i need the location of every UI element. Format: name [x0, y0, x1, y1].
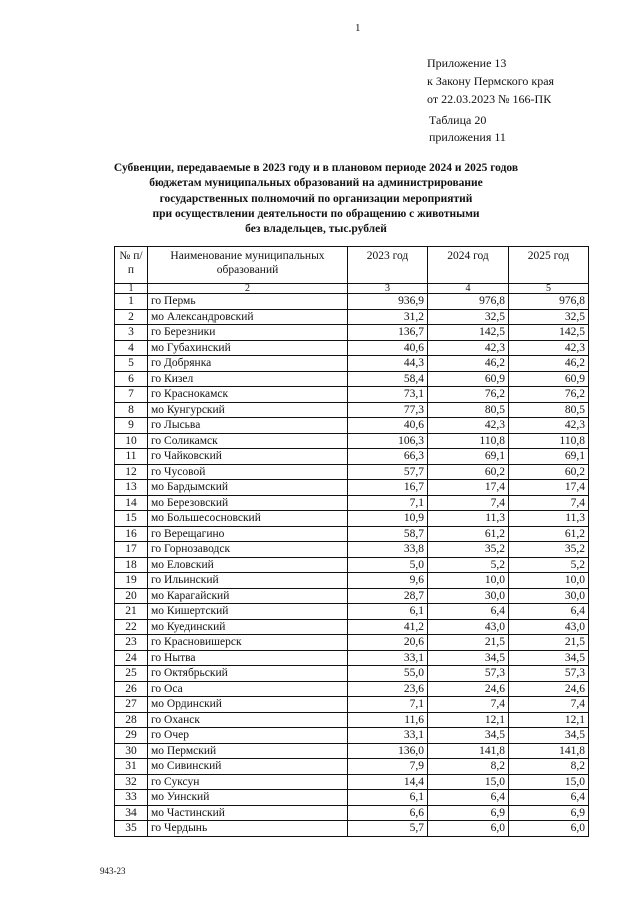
document-title — [96, 161, 536, 237]
value-2023: 41,2 — [348, 619, 428, 635]
table-row — [115, 433, 589, 449]
table-ref-line: приложения 11 — [429, 130, 506, 144]
value-2023: 33,8 — [348, 542, 428, 558]
table-row — [115, 526, 589, 542]
municipality-name: го Чердынь — [148, 821, 348, 837]
value-2024: 7,4 — [428, 495, 509, 511]
row-number: 10 — [115, 433, 148, 449]
value-2025: 8,2 — [509, 759, 589, 775]
municipality-name: мо Губахинский — [148, 340, 348, 356]
value-2025: 46,2 — [509, 356, 589, 372]
municipality-name: го Очер — [148, 728, 348, 744]
municipality-name: го Оса — [148, 681, 348, 697]
value-2024: 57,3 — [428, 666, 509, 682]
row-number: 19 — [115, 573, 148, 589]
value-2024: 24,6 — [428, 681, 509, 697]
value-2024: 69,1 — [428, 449, 509, 465]
municipality-name: го Чайковский — [148, 449, 348, 465]
municipality-name: го Кизел — [148, 371, 348, 387]
row-number: 27 — [115, 697, 148, 713]
value-2023: 16,7 — [348, 480, 428, 496]
municipality-name: го Суксун — [148, 774, 348, 790]
row-number: 16 — [115, 526, 148, 542]
table-row — [115, 464, 589, 480]
value-2023: 20,6 — [348, 635, 428, 651]
value-2024: 80,5 — [428, 402, 509, 418]
value-2025: 34,5 — [509, 650, 589, 666]
column-number: 4 — [428, 284, 509, 294]
municipality-name: го Октябрьский — [148, 666, 348, 682]
title-line: бюджетам муниципальных образований на администрирование — [149, 177, 483, 190]
value-2025: 976,8 — [509, 294, 589, 310]
header-2025: 2025 год — [509, 247, 589, 284]
table-row — [115, 619, 589, 635]
row-number: 9 — [115, 418, 148, 434]
value-2023: 6,1 — [348, 604, 428, 620]
value-2023: 73,1 — [348, 387, 428, 403]
municipality-name: мо Пермский — [148, 743, 348, 759]
value-2023: 66,3 — [348, 449, 428, 465]
value-2024: 976,8 — [428, 294, 509, 310]
appendix-line: Приложение 13 — [427, 56, 507, 70]
value-2024: 42,3 — [428, 418, 509, 434]
value-2025: 17,4 — [509, 480, 589, 496]
value-2024: 30,0 — [428, 588, 509, 604]
municipality-name: мо Бардымский — [148, 480, 348, 496]
table-row — [115, 805, 589, 821]
value-2024: 8,2 — [428, 759, 509, 775]
row-number: 7 — [115, 387, 148, 403]
value-2024: 17,4 — [428, 480, 509, 496]
table-row — [115, 821, 589, 837]
table-row — [115, 666, 589, 682]
row-number: 31 — [115, 759, 148, 775]
value-2024: 60,9 — [428, 371, 509, 387]
municipality-name: го Соликамск — [148, 433, 348, 449]
municipality-name: го Ильинский — [148, 573, 348, 589]
municipality-name: го Лысьва — [148, 418, 348, 434]
value-2025: 42,3 — [509, 340, 589, 356]
municipality-name: го Чусовой — [148, 464, 348, 480]
value-2025: 35,2 — [509, 542, 589, 558]
row-number: 22 — [115, 619, 148, 635]
table-row — [115, 774, 589, 790]
municipality-name: мо Еловский — [148, 557, 348, 573]
table-row — [115, 511, 589, 527]
table-header-row — [115, 247, 589, 284]
value-2023: 58,4 — [348, 371, 428, 387]
value-2023: 40,6 — [348, 418, 428, 434]
table-row — [115, 340, 589, 356]
value-2025: 42,3 — [509, 418, 589, 434]
value-2025: 61,2 — [509, 526, 589, 542]
value-2025: 60,9 — [509, 371, 589, 387]
value-2024: 12,1 — [428, 712, 509, 728]
row-number: 5 — [115, 356, 148, 372]
value-2024: 60,2 — [428, 464, 509, 480]
title-line: Субвенции, передаваемые в 2023 году и в плановом периоде 2024 и 2025 годов — [113, 162, 519, 174]
row-number: 3 — [115, 325, 148, 341]
appendix-line: от 22.03.2023 № 166-ПК — [427, 92, 552, 106]
value-2024: 110,8 — [428, 433, 509, 449]
header-2023: 2023 год — [348, 247, 428, 284]
value-2023: 58,7 — [348, 526, 428, 542]
table-row — [115, 449, 589, 465]
value-2025: 10,0 — [509, 573, 589, 589]
value-2024: 15,0 — [428, 774, 509, 790]
table-row — [115, 743, 589, 759]
municipality-name: мо Сивинский — [148, 759, 348, 775]
table-row — [115, 557, 589, 573]
column-number: 1 — [115, 284, 148, 294]
value-2024: 7,4 — [428, 697, 509, 713]
value-2024: 34,5 — [428, 728, 509, 744]
value-2023: 31,2 — [348, 309, 428, 325]
row-number: 29 — [115, 728, 148, 744]
value-2023: 55,0 — [348, 666, 428, 682]
table-row — [115, 790, 589, 806]
page-number: 1 — [355, 22, 361, 34]
row-number: 13 — [115, 480, 148, 496]
value-2024: 141,8 — [428, 743, 509, 759]
table-row — [115, 356, 589, 372]
value-2025: 12,1 — [509, 712, 589, 728]
municipality-name: мо Кишертский — [148, 604, 348, 620]
row-number: 17 — [115, 542, 148, 558]
row-number: 23 — [115, 635, 148, 651]
value-2025: 7,4 — [509, 495, 589, 511]
table-row — [115, 681, 589, 697]
row-number: 8 — [115, 402, 148, 418]
value-2023: 77,3 — [348, 402, 428, 418]
value-2024: 21,5 — [428, 635, 509, 651]
value-2023: 7,1 — [348, 495, 428, 511]
footer-code: 943-23 — [100, 866, 126, 876]
municipality-name: го Пермь — [148, 294, 348, 310]
title-line: без владельцев, тыс.рублей — [245, 223, 387, 236]
value-2024: 5,2 — [428, 557, 509, 573]
value-2025: 5,2 — [509, 557, 589, 573]
row-number: 14 — [115, 495, 148, 511]
row-number: 33 — [115, 790, 148, 806]
header-2024: 2024 год — [428, 247, 509, 284]
value-2023: 136,0 — [348, 743, 428, 759]
row-number: 30 — [115, 743, 148, 759]
table-row — [115, 635, 589, 651]
municipality-name: мо Березовский — [148, 495, 348, 511]
value-2024: 42,3 — [428, 340, 509, 356]
table-row — [115, 418, 589, 434]
municipality-name: мо Частинский — [148, 805, 348, 821]
value-2024: 34,5 — [428, 650, 509, 666]
value-2023: 6,1 — [348, 790, 428, 806]
value-2025: 34,5 — [509, 728, 589, 744]
value-2024: 6,4 — [428, 790, 509, 806]
value-2025: 30,0 — [509, 588, 589, 604]
value-2024: 32,5 — [428, 309, 509, 325]
value-2024: 10,0 — [428, 573, 509, 589]
row-number: 6 — [115, 371, 148, 387]
municipality-name: мо Александровский — [148, 309, 348, 325]
municipality-name: го Нытва — [148, 650, 348, 666]
value-2023: 11,6 — [348, 712, 428, 728]
row-number: 2 — [115, 309, 148, 325]
value-2024: 6,9 — [428, 805, 509, 821]
row-number: 18 — [115, 557, 148, 573]
municipality-name: го Краснокамск — [148, 387, 348, 403]
municipality-name: мо Кунгурский — [148, 402, 348, 418]
value-2023: 7,1 — [348, 697, 428, 713]
municipality-name: мо Уинский — [148, 790, 348, 806]
value-2025: 141,8 — [509, 743, 589, 759]
title-line: государственных полномочий по организации мероприятий — [159, 192, 473, 205]
value-2023: 936,9 — [348, 294, 428, 310]
value-2025: 110,8 — [509, 433, 589, 449]
row-number: 24 — [115, 650, 148, 666]
value-2024: 46,2 — [428, 356, 509, 372]
value-2025: 69,1 — [509, 449, 589, 465]
value-2025: 21,5 — [509, 635, 589, 651]
municipality-name: мо Ординский — [148, 697, 348, 713]
row-number: 20 — [115, 588, 148, 604]
table-row — [115, 387, 589, 403]
value-2024: 61,2 — [428, 526, 509, 542]
value-2024: 11,3 — [428, 511, 509, 527]
municipality-name: го Березники — [148, 325, 348, 341]
row-number: 15 — [115, 511, 148, 527]
value-2023: 5,7 — [348, 821, 428, 837]
table-row — [115, 573, 589, 589]
row-number: 11 — [115, 449, 148, 465]
municipality-name: мо Куединский — [148, 619, 348, 635]
table-row — [115, 371, 589, 387]
value-2024: 6,0 — [428, 821, 509, 837]
municipality-name: го Красновишерск — [148, 635, 348, 651]
value-2023: 6,6 — [348, 805, 428, 821]
row-number: 12 — [115, 464, 148, 480]
municipality-name: мо Большесосновский — [148, 511, 348, 527]
table-row — [115, 759, 589, 775]
row-number: 25 — [115, 666, 148, 682]
value-2025: 80,5 — [509, 402, 589, 418]
table-row — [115, 402, 589, 418]
value-2023: 7,9 — [348, 759, 428, 775]
table-row — [115, 480, 589, 496]
column-number: 2 — [148, 284, 348, 294]
value-2024: 35,2 — [428, 542, 509, 558]
value-2024: 6,4 — [428, 604, 509, 620]
value-2023: 40,6 — [348, 340, 428, 356]
value-2023: 33,1 — [348, 650, 428, 666]
value-2025: 6,0 — [509, 821, 589, 837]
value-2024: 43,0 — [428, 619, 509, 635]
row-number: 28 — [115, 712, 148, 728]
value-2023: 136,7 — [348, 325, 428, 341]
row-number: 34 — [115, 805, 148, 821]
value-2023: 5,0 — [348, 557, 428, 573]
table-row — [115, 604, 589, 620]
value-2023: 23,6 — [348, 681, 428, 697]
appendix-reference — [427, 54, 554, 108]
row-number: 32 — [115, 774, 148, 790]
table-body — [115, 294, 589, 837]
value-2025: 76,2 — [509, 387, 589, 403]
appendix-line: к Закону Пермского края — [427, 74, 555, 88]
value-2024: 76,2 — [428, 387, 509, 403]
value-2023: 33,1 — [348, 728, 428, 744]
value-2023: 10,9 — [348, 511, 428, 527]
value-2023: 57,7 — [348, 464, 428, 480]
value-2025: 142,5 — [509, 325, 589, 341]
municipality-name: го Верещагино — [148, 526, 348, 542]
table-row — [115, 309, 589, 325]
row-number: 26 — [115, 681, 148, 697]
title-line: при осуществлении деятельности по обращению с животными — [152, 207, 480, 220]
value-2025: 60,2 — [509, 464, 589, 480]
row-number: 4 — [115, 340, 148, 356]
table-row — [115, 728, 589, 744]
value-2025: 24,6 — [509, 681, 589, 697]
value-2023: 14,4 — [348, 774, 428, 790]
municipality-name: го Добрянка — [148, 356, 348, 372]
municipality-name: го Оханск — [148, 712, 348, 728]
table-row — [115, 650, 589, 666]
column-number-row — [115, 284, 589, 294]
value-2025: 6,4 — [509, 604, 589, 620]
table-row — [115, 542, 589, 558]
value-2023: 9,6 — [348, 573, 428, 589]
column-number: 5 — [509, 284, 589, 294]
table-reference — [429, 112, 506, 146]
row-number: 21 — [115, 604, 148, 620]
table-row — [115, 294, 589, 310]
table-row — [115, 588, 589, 604]
value-2025: 57,3 — [509, 666, 589, 682]
table-row — [115, 325, 589, 341]
value-2025: 7,4 — [509, 697, 589, 713]
subsidy-table — [114, 246, 589, 837]
value-2025: 32,5 — [509, 309, 589, 325]
value-2025: 43,0 — [509, 619, 589, 635]
municipality-name: го Горнозаводск — [148, 542, 348, 558]
table-ref-line: Таблица 20 — [429, 113, 487, 127]
table-row — [115, 712, 589, 728]
value-2023: 28,7 — [348, 588, 428, 604]
value-2023: 106,3 — [348, 433, 428, 449]
value-2025: 6,9 — [509, 805, 589, 821]
value-2025: 11,3 — [509, 511, 589, 527]
header-name: Наименование муниципальных образований — [148, 247, 348, 284]
table-row — [115, 495, 589, 511]
table-row — [115, 697, 589, 713]
row-number: 1 — [115, 294, 148, 310]
value-2025: 6,4 — [509, 790, 589, 806]
value-2023: 44,3 — [348, 356, 428, 372]
header-num: № п/п — [115, 247, 148, 284]
row-number: 35 — [115, 821, 148, 837]
column-number: 3 — [348, 284, 428, 294]
value-2024: 142,5 — [428, 325, 509, 341]
municipality-name: мо Карагайский — [148, 588, 348, 604]
value-2025: 15,0 — [509, 774, 589, 790]
